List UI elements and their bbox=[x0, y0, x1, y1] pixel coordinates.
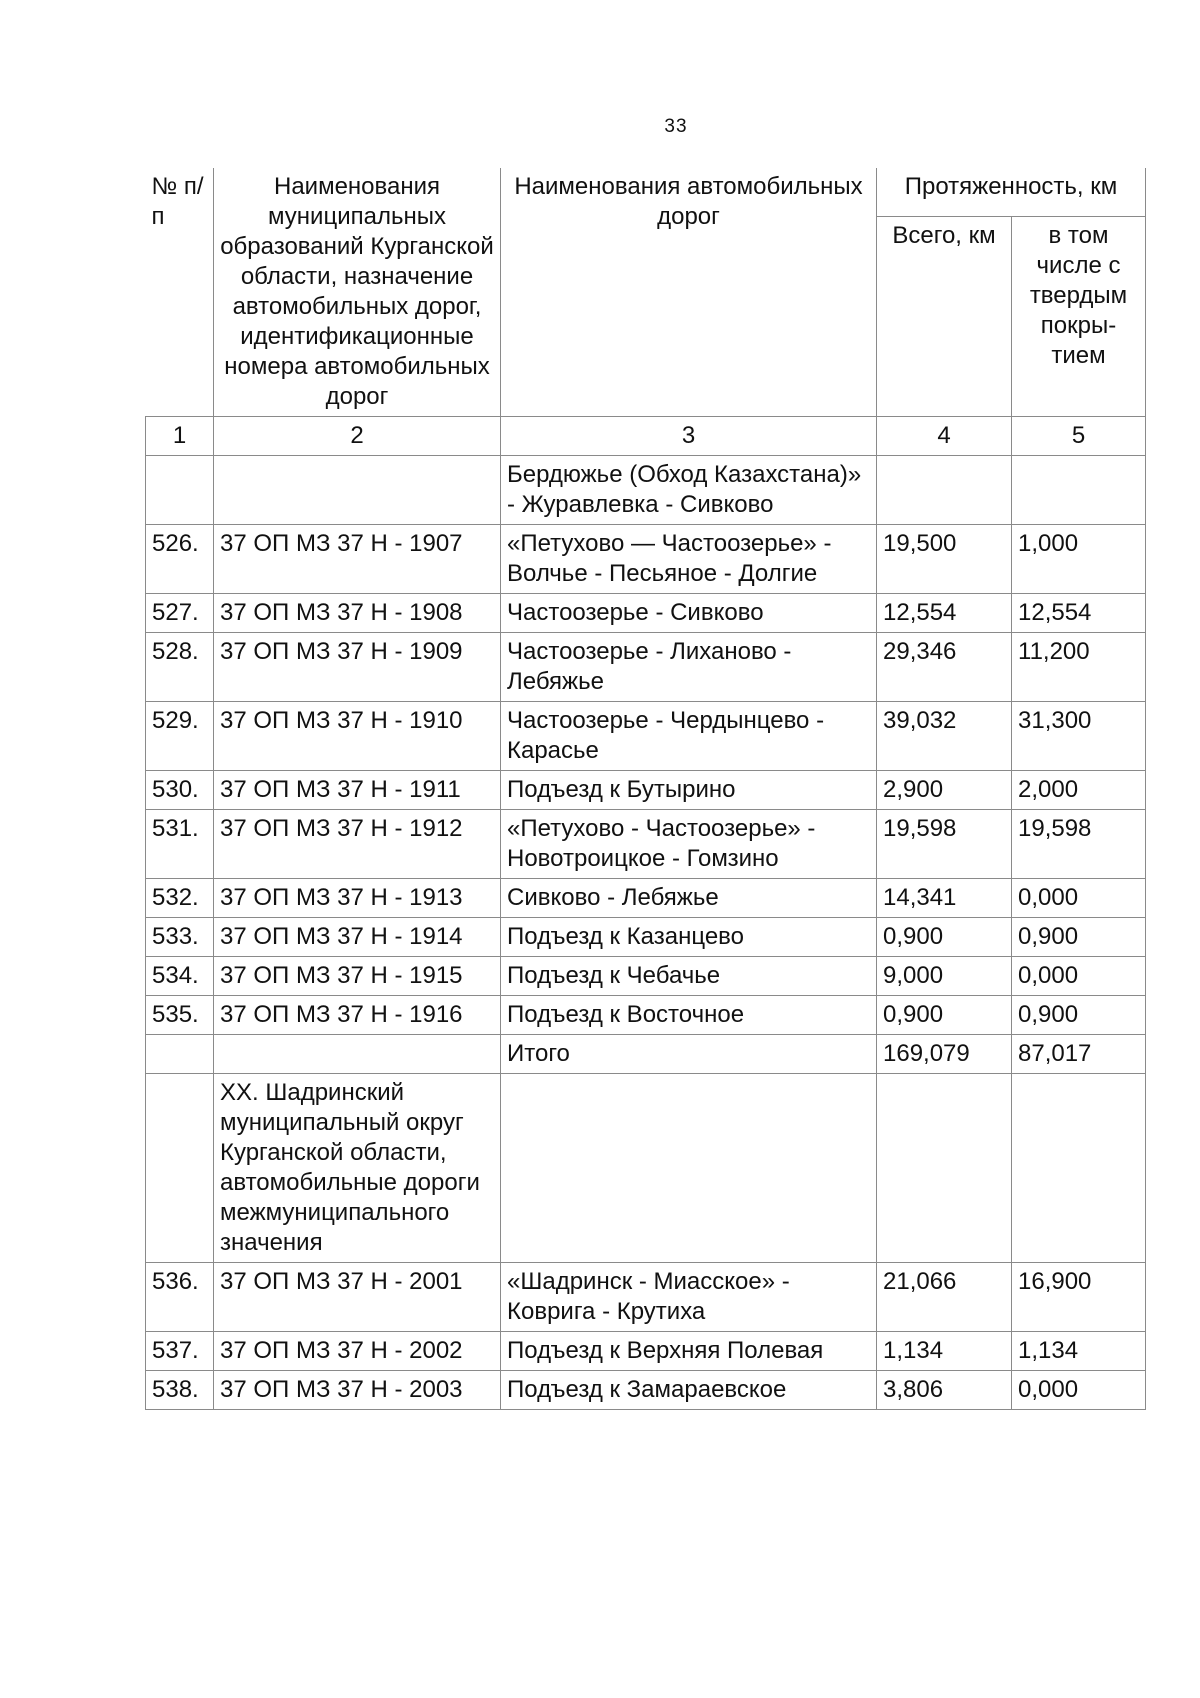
cell-road-name: Бердюжье (Обход Казахстана)» - Журавлевка - Сивково bbox=[501, 456, 877, 525]
cell-id: 37 ОП МЗ 37 Н - 2003 bbox=[214, 1371, 501, 1410]
cell-total: 1,134 bbox=[877, 1332, 1012, 1371]
cell-hard: 1,134 bbox=[1012, 1332, 1146, 1371]
table-row-section bbox=[146, 1074, 1146, 1263]
cell-num bbox=[146, 1074, 214, 1263]
cell-total bbox=[877, 1074, 1012, 1263]
cell-road-name: Частоозерье - Лиханово - Лебяжье bbox=[501, 633, 877, 702]
cell-hard: 1,000 bbox=[1012, 525, 1146, 594]
cell-total: 19,598 bbox=[877, 810, 1012, 879]
column-index-row bbox=[146, 417, 1146, 456]
cell-road-name: Сивково - Лебяжье bbox=[501, 879, 877, 918]
cell-num bbox=[146, 456, 214, 525]
cell-total: 21,066 bbox=[877, 1263, 1012, 1332]
cell-id: 37 ОП МЗ 37 Н - 1913 bbox=[214, 879, 501, 918]
cell-num: 538. bbox=[146, 1371, 214, 1410]
table-row bbox=[146, 918, 1146, 957]
cell-hard: 87,017 bbox=[1012, 1035, 1146, 1074]
section-heading: XX. Шадринский муниципальный округ Курганской области, автомобильные дороги межмуниципального значения bbox=[214, 1074, 501, 1263]
cell-id: 37 ОП МЗ 37 Н - 1911 bbox=[214, 771, 501, 810]
cell-road-name: Итого bbox=[501, 1035, 877, 1074]
cell-num: 526. bbox=[146, 525, 214, 594]
cell-road-name: Подъезд к Замараевское bbox=[501, 1371, 877, 1410]
header-road-name: Наименования автомобильных дорог bbox=[501, 168, 877, 417]
cell-hard: 2,000 bbox=[1012, 771, 1146, 810]
cell-num: 536. bbox=[146, 1263, 214, 1332]
cell-hard: 12,554 bbox=[1012, 594, 1146, 633]
cell-hard: 0,900 bbox=[1012, 918, 1146, 957]
cell-total bbox=[877, 456, 1012, 525]
table-row bbox=[146, 525, 1146, 594]
cell-total: 39,032 bbox=[877, 702, 1012, 771]
cell-num: 537. bbox=[146, 1332, 214, 1371]
cell-road-name: Подъезд к Верхняя Полевая bbox=[501, 1332, 877, 1371]
header-num: № п/п bbox=[146, 168, 214, 417]
cell-total: 19,500 bbox=[877, 525, 1012, 594]
cell-id bbox=[214, 456, 501, 525]
cell-road-name: Подъезд к Восточное bbox=[501, 996, 877, 1035]
roads-table bbox=[145, 168, 1146, 1410]
table-row bbox=[146, 702, 1146, 771]
cell-total: 169,079 bbox=[877, 1035, 1012, 1074]
table-body bbox=[146, 456, 1146, 1410]
header-total: Всего, км bbox=[877, 216, 1012, 416]
table-row bbox=[146, 771, 1146, 810]
cell-hard bbox=[1012, 1074, 1146, 1263]
cell-total: 14,341 bbox=[877, 879, 1012, 918]
table-row bbox=[146, 1263, 1146, 1332]
header-municipal: Наименования муниципальных образований Курганской области, назначение автомобильных дорог, идентификационные номера автомобильных дорог bbox=[214, 168, 501, 417]
cell-hard: 0,000 bbox=[1012, 1371, 1146, 1410]
cell-num: 534. bbox=[146, 957, 214, 996]
cell-total: 9,000 bbox=[877, 957, 1012, 996]
table-row bbox=[146, 810, 1146, 879]
cell-total: 0,900 bbox=[877, 918, 1012, 957]
column-index: 5 bbox=[1012, 417, 1146, 456]
cell-id: 37 ОП МЗ 37 Н - 1907 bbox=[214, 525, 501, 594]
cell-id: 37 ОП МЗ 37 Н - 1909 bbox=[214, 633, 501, 702]
cell-hard: 0,000 bbox=[1012, 957, 1146, 996]
cell-id: 37 ОП МЗ 37 Н - 1914 bbox=[214, 918, 501, 957]
header-length-group: Протяженность, км bbox=[877, 168, 1146, 216]
cell-num: 535. bbox=[146, 996, 214, 1035]
cell-id: 37 ОП МЗ 37 Н - 1916 bbox=[214, 996, 501, 1035]
cell-road-name: Подъезд к Бутырино bbox=[501, 771, 877, 810]
cell-id: 37 ОП МЗ 37 Н - 1908 bbox=[214, 594, 501, 633]
table-row bbox=[146, 996, 1146, 1035]
cell-total: 3,806 bbox=[877, 1371, 1012, 1410]
cell-id: 37 ОП МЗ 37 Н - 2001 bbox=[214, 1263, 501, 1332]
cell-id: 37 ОП МЗ 37 Н - 1910 bbox=[214, 702, 501, 771]
cell-hard: 19,598 bbox=[1012, 810, 1146, 879]
table-row bbox=[146, 456, 1146, 525]
cell-num: 531. bbox=[146, 810, 214, 879]
cell-num: 527. bbox=[146, 594, 214, 633]
cell-road-name: Частоозерье - Сивково bbox=[501, 594, 877, 633]
cell-total: 12,554 bbox=[877, 594, 1012, 633]
cell-hard: 0,000 bbox=[1012, 879, 1146, 918]
table-row bbox=[146, 1371, 1146, 1410]
cell-num: 529. bbox=[146, 702, 214, 771]
cell-num bbox=[146, 1035, 214, 1074]
cell-num: 533. bbox=[146, 918, 214, 957]
cell-hard: 16,900 bbox=[1012, 1263, 1146, 1332]
cell-road-name: «Петухово - Частоозерье» - Новотроицкое - Гомзино bbox=[501, 810, 877, 879]
cell-road-name: «Шадринск - Миасское» - Коврига - Крутиха bbox=[501, 1263, 877, 1332]
cell-num: 532. bbox=[146, 879, 214, 918]
cell-id: 37 ОП МЗ 37 Н - 1912 bbox=[214, 810, 501, 879]
cell-id: 37 ОП МЗ 37 Н - 1915 bbox=[214, 957, 501, 996]
cell-hard bbox=[1012, 456, 1146, 525]
table-row bbox=[146, 957, 1146, 996]
header-hard-surface: в том числе с твердым покры- тием bbox=[1012, 216, 1146, 416]
cell-id: 37 ОП МЗ 37 Н - 2002 bbox=[214, 1332, 501, 1371]
cell-hard: 11,200 bbox=[1012, 633, 1146, 702]
cell-hard: 31,300 bbox=[1012, 702, 1146, 771]
cell-road-name: Подъезд к Чебачье bbox=[501, 957, 877, 996]
column-index: 3 bbox=[501, 417, 877, 456]
column-index: 4 bbox=[877, 417, 1012, 456]
table-row bbox=[146, 879, 1146, 918]
table-row bbox=[146, 1332, 1146, 1371]
cell-id bbox=[214, 1035, 501, 1074]
cell-road-name bbox=[501, 1074, 877, 1263]
table-row bbox=[146, 594, 1146, 633]
cell-num: 530. bbox=[146, 771, 214, 810]
column-index: 2 bbox=[214, 417, 501, 456]
cell-total: 2,900 bbox=[877, 771, 1012, 810]
cell-hard: 0,900 bbox=[1012, 996, 1146, 1035]
cell-total: 0,900 bbox=[877, 996, 1012, 1035]
column-index: 1 bbox=[146, 417, 214, 456]
table-row-total bbox=[146, 1035, 1146, 1074]
page-number: 33 bbox=[664, 116, 688, 137]
table-row bbox=[146, 633, 1146, 702]
cell-total: 29,346 bbox=[877, 633, 1012, 702]
cell-road-name: Частоозерье - Чердынцево - Карасье bbox=[501, 702, 877, 771]
table-header bbox=[146, 168, 1146, 456]
cell-road-name: Подъезд к Казанцево bbox=[501, 918, 877, 957]
cell-road-name: «Петухово — Частоозерье» - Волчье - Песьяное - Долгие bbox=[501, 525, 877, 594]
cell-num: 528. bbox=[146, 633, 214, 702]
